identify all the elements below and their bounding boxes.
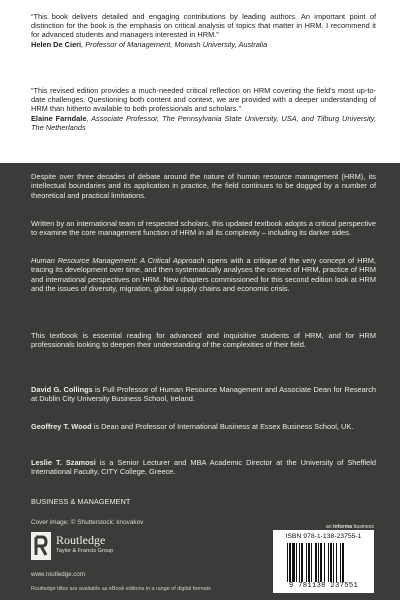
- endorsement-2-affiliation: , Associate Professor, The Pennsylvania State University, USA, and Tilburg University, The Netherlands: [31, 113, 376, 132]
- editor-3-name: Leslie T. Szamosi: [31, 458, 96, 467]
- description-text-3: opens with a critique of the very concept of HRM, tracing its development over time, and then systematically analyses the context of HRM, practice of HRM and international perspectives on HRM. New chapters commissioned for this second edition look at HRM and the issues of diversity, migration, global supply chains and economic crisis.: [31, 256, 376, 293]
- subject-category: BUSINESS & MANAGEMENT: [31, 497, 131, 506]
- endorsement-1-affiliation: , Professor of Management, Monash University, Australia: [81, 39, 268, 49]
- description-text-1: Despite over three decades of debate around the nature of human resource management (HRM), its intellectual boundaries and its application in practice, the field continues to be dogged by a number of theoretical and practical limitations.: [31, 172, 376, 200]
- description-paragraph-2: [31, 219, 376, 238]
- publisher-name: Routledge: [56, 533, 106, 547]
- editor-bio-3: [31, 458, 376, 477]
- cover-image-credit: Cover image: © Shutterstock: knovakov: [31, 519, 144, 526]
- routledge-r-icon: [31, 532, 51, 560]
- informa-prefix: an: [325, 524, 334, 530]
- endorsement-1-author: Helen De Cieri: [31, 39, 82, 49]
- barcode-panel: [273, 530, 374, 593]
- description-paragraph-3: [31, 256, 376, 293]
- editor-2-bio: is Dean and Professor of International Business at Essex Business School, UK.: [91, 422, 354, 431]
- informa-brand: informa: [333, 524, 353, 530]
- description-paragraph-4: [31, 331, 376, 350]
- endorsement-1-text: “This book delivers detailed and engaging contributions by leading authors. An important point of distinction for the book is the emphasis on critical analysis of topics that matter in HRM. I recommend it for advanced students and managers interested in HRM.”: [31, 12, 376, 40]
- publisher-url[interactable]: www.routledge.com: [31, 571, 85, 578]
- endorsement-2: [31, 86, 376, 132]
- endorsement-1: [31, 12, 376, 49]
- barcode-icon: [287, 543, 367, 582]
- publisher-logo: [31, 530, 151, 568]
- endorsement-2-author: Elaine Farndale: [31, 113, 87, 123]
- editor-3-bio: is a Senior Lecturer and MBA Academic Director at the University of Sheffield International Faculty, CITY College, Greece.: [31, 458, 377, 477]
- publisher-group: Taylor & Francis Group: [56, 548, 114, 554]
- description-paragraph-1: [31, 172, 376, 200]
- ebook-note: Routledge titles are available as eBook editions in a range of digital formats: [31, 586, 211, 592]
- barcode-digits: 9 781138 237551: [288, 582, 359, 590]
- editor-1-bio: is Full Professor of Human Resource Management and Associate Dean for Research at Dublin City University Business School, Ireland.: [31, 385, 376, 404]
- editor-1-name: David G. Collings: [31, 385, 93, 394]
- editor-bio-2: [31, 422, 376, 431]
- book-title-reference: Human Resource Management: A Critical Approach: [31, 256, 205, 265]
- editor-2-name: Geoffrey T. Wood: [31, 422, 92, 431]
- endorsement-2-text: “This revised edition provides a much-needed critical reflection on HRM covering the field’s most up-to-date challenges. Questioning both content and context, we are provided with a deeper understanding of HRM than hitherto available to both professionals and scholars.”: [31, 86, 376, 114]
- editor-bio-1: [31, 385, 376, 404]
- isbn-number: ISBN 978-1-138-23755-1: [285, 533, 362, 540]
- endorsements-panel: [0, 0, 400, 163]
- description-text-4: This textbook is essential reading for advanced and inquisitive students of HRM, and for HRM professionals looking to deepen their understanding of the complexities of their field.: [31, 331, 376, 350]
- description-text-2: Written by an international team of respected scholars, this updated textbook adopts a critical perspective to examine the core management function of HRM in all its complexity – including its darker sides.: [31, 219, 376, 238]
- informa-suffix: business: [352, 524, 374, 530]
